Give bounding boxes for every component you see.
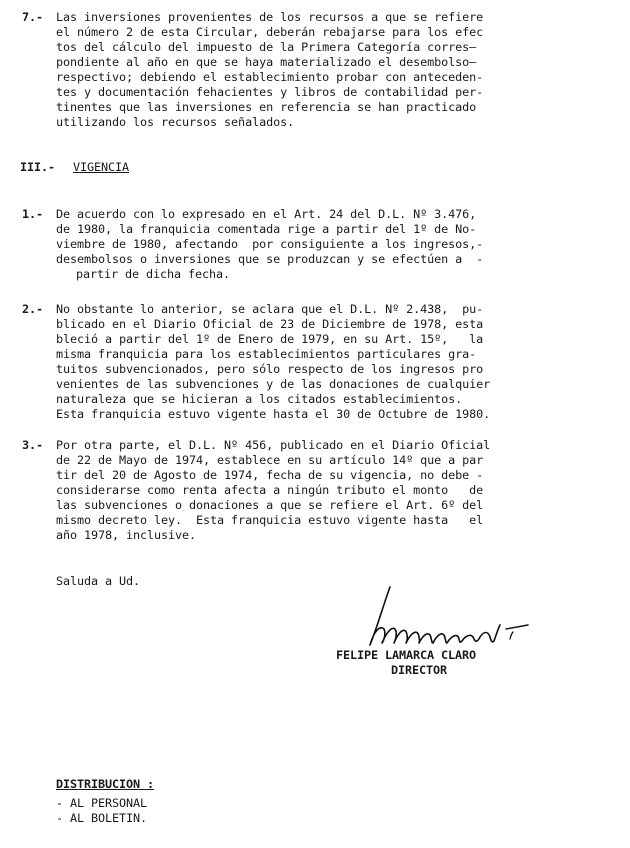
- signatory-title: DIRECTOR: [391, 663, 448, 677]
- paragraph-line: naturaleza que se hicieran a los citados establecimientos.: [56, 392, 463, 406]
- paragraph-line: viembre de 1980, afectando por consiguiente a los ingresos,-: [56, 237, 484, 251]
- paragraph-line: No obstante lo anterior, se aclara que el D.L. Nº 2.438, pu-: [56, 302, 484, 316]
- section-numeral: III.-: [20, 160, 56, 174]
- paragraph-line: tir del 20 de Agosto de 1974, fecha de su vigencia, no debe -: [56, 468, 484, 482]
- paragraph-line: año 1978, inclusive.: [56, 528, 197, 542]
- paragraph-line: el número 2 de esta Circular, deberán rebajarse para los efec: [56, 25, 484, 39]
- paragraph-line: Esta franquicia estuvo vigente hasta el 30 de Octubre de 1980.: [56, 407, 491, 421]
- paragraph-line: bleció a partir del 1º de Enero de 1979, en su Art. 15º, la: [56, 332, 484, 346]
- paragraph-line: respectivo; debiendo el establecimiento probar con anteceden-: [56, 70, 484, 84]
- paragraph-line: De acuerdo con lo expresado en el Art. 24 del D.L. Nº 3.476,: [56, 207, 477, 221]
- closing-salutation: Saluda a Ud.: [56, 574, 141, 588]
- paragraph-line: blicado en el Diario Oficial de 23 de Diciembre de 1978, esta: [56, 317, 484, 331]
- paragraph-line: mismo decreto ley. Esta franquicia estuvo vigente hasta el: [56, 513, 484, 527]
- paragraph-line: considerarse como renta afecta a ningún tributo el monto de: [56, 483, 484, 497]
- paragraph-line: desembolsos o inversiones que se produzcan y se efectúen a -: [56, 252, 484, 266]
- paragraph-line: de 1980, la franquicia comentada rige a partir del 1º de No-: [56, 222, 477, 236]
- paragraph-line: venientes de las subvenciones y de las donaciones de cualquier: [56, 377, 491, 391]
- distribution-heading: DISTRIBUCION :: [56, 777, 155, 791]
- paragraph-line: misma franquicia para los establecimientos particulares gra-: [56, 347, 477, 361]
- item-number: 2.-: [22, 302, 44, 316]
- item-number: 1.-: [22, 207, 44, 221]
- item-number: 3.-: [22, 438, 44, 452]
- paragraph-line: de 22 de Mayo de 1974, establece en su artículo 14º que a par: [56, 453, 484, 467]
- section-title: VIGENCIA: [73, 160, 130, 174]
- distribution-item: - AL BOLETIN.: [56, 811, 148, 825]
- distribution-item: - AL PERSONAL: [56, 796, 148, 810]
- paragraph-line: tos del cálculo del impuesto de la Primera Categoría corres—: [56, 40, 477, 54]
- paragraph-line: las subvenciones o donaciones a que se refiere el Art. 6º del: [56, 498, 484, 512]
- paragraph-line: Las inversiones provenientes de los recursos a que se refiere: [56, 10, 484, 24]
- paragraph-line: pondiente al año en que se haya materializado el desembolso—: [56, 55, 477, 69]
- paragraph-line: utilizando los recursos señalados.: [56, 115, 295, 129]
- paragraph-line: tinentes que las inversiones en referencia se han practicado: [56, 100, 477, 114]
- paragraph-line: tuitos subvencionados, pero sólo respecto de los ingresos pro: [56, 362, 484, 376]
- handwritten-signature: [360, 585, 540, 655]
- item-number: 7.-: [22, 10, 44, 24]
- paragraph-line: partir de dicha fecha.: [76, 267, 231, 281]
- paragraph-line: tes y documentación fehacientes y libros de contabilidad per-: [56, 85, 484, 99]
- signatory-name: FELIPE LAMARCA CLARO: [336, 648, 477, 662]
- paragraph-line: Por otra parte, el D.L. Nº 456, publicado en el Diario Oficial: [56, 438, 491, 452]
